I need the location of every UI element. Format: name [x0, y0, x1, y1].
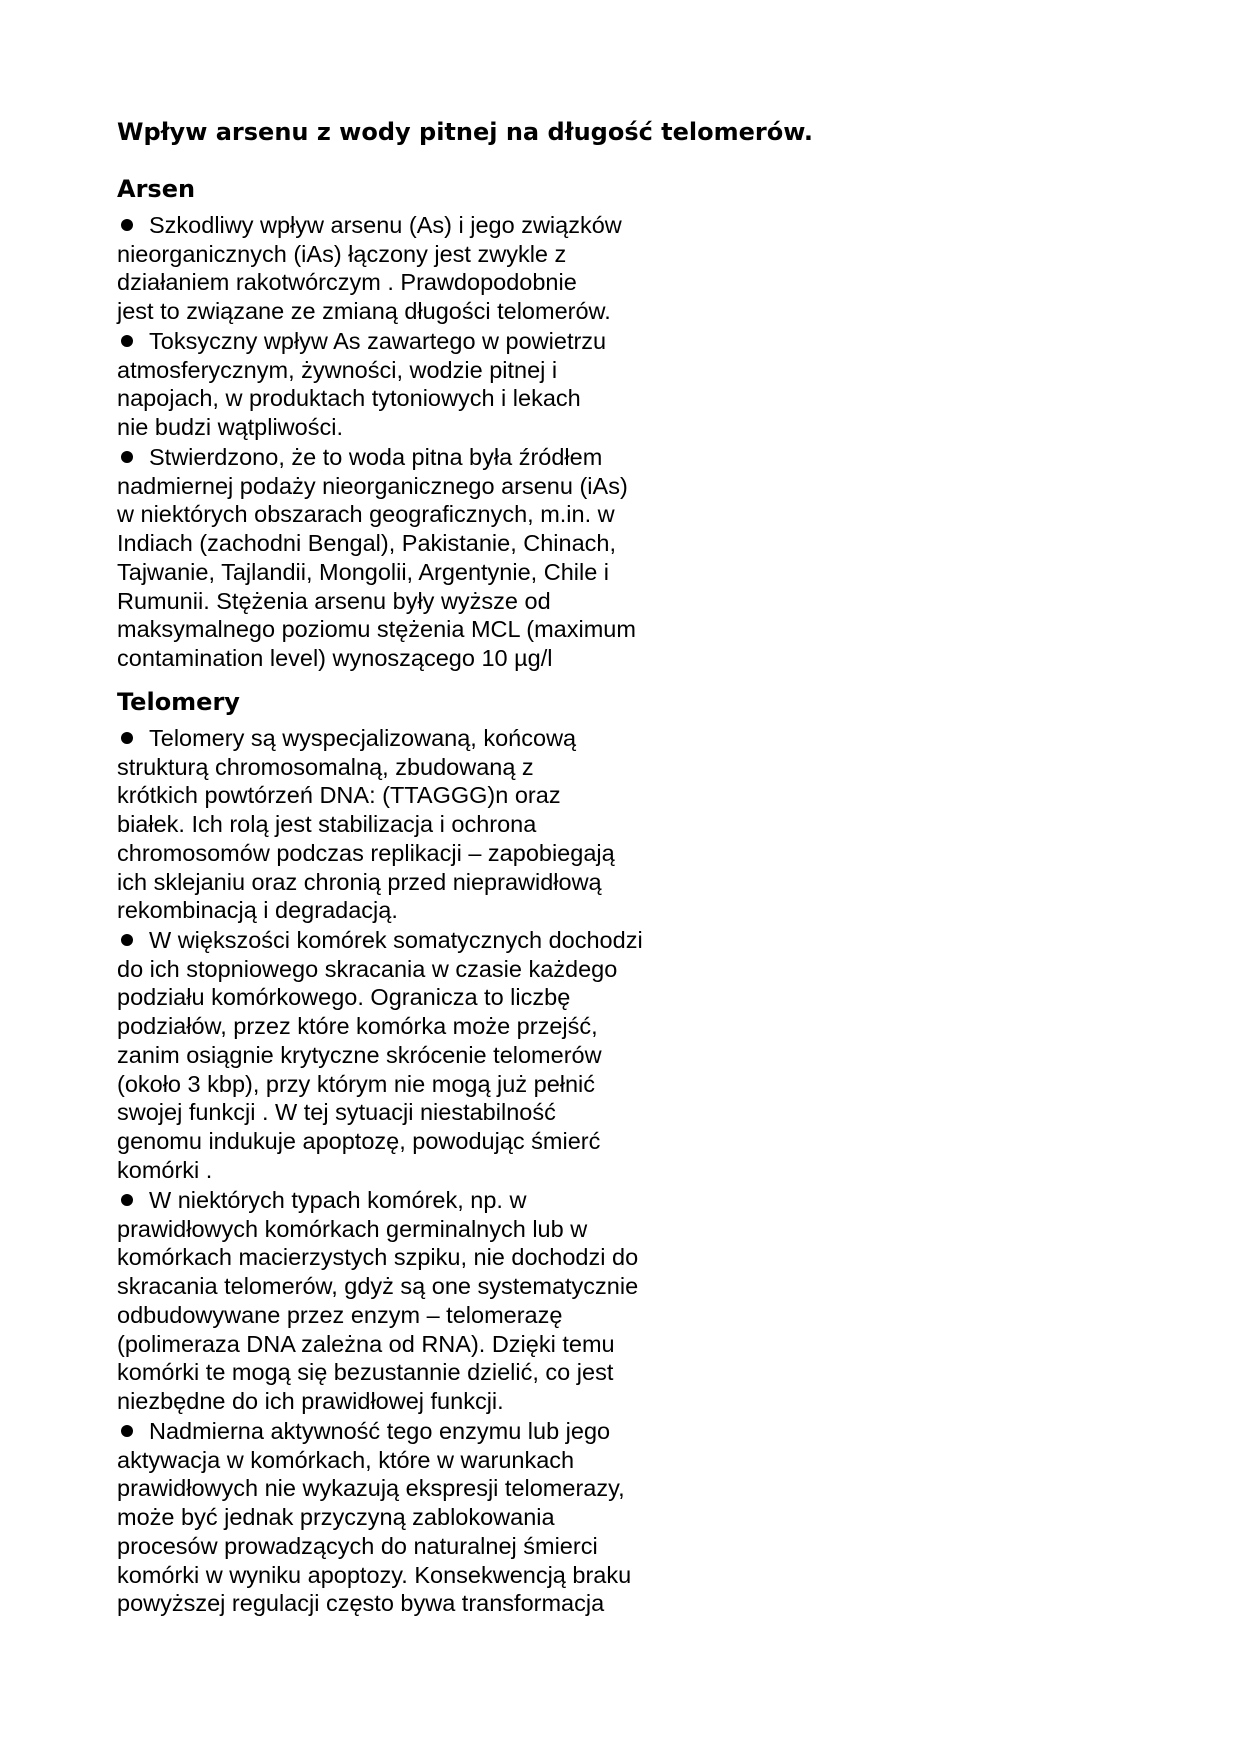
bullet-paragraph: Telomery są wyspecjalizowaną, końcową strukturą chromosomalną, zbudowaną z krótkich powtórzeń DNA: (TTAGGG)n oraz białek. Ich rolą jest stabilizacja i ochrona chromosomów podczas replikacji – zapobiegają ich sklejaniu oraz chronią przed nieprawidłową rekombinacją i degradacją. — [117, 725, 615, 924]
bullet-paragraph: Toksyczny wpływ As zawartego w powietrzu atmosferycznym, żywności, wodzie pitnej i napojach, w produktach tytoniowych i lekach nie budzi wątpliwości. — [117, 328, 607, 441]
bullet-icon — [121, 732, 133, 744]
bullet-paragraph: W większości komórek somatycznych dochodzi do ich stopniowego skracania w czasie każdego podziału komórkowego. Ogranicza to liczbę podziałów, przez które komórka może przejść, zanim osiągnie krytyczne skrócenie telomerów (około 3 kbp), przy którym nie mogą już pełnić swojej funkcji . W tej sytuacji niestabilność genomu indukuje apoptozę, powodując śmierć komórki . — [117, 927, 643, 1183]
bullet-icon — [121, 934, 133, 946]
bullet-icon — [121, 1425, 133, 1437]
bullet-paragraph: Nadmierna aktywność tego enzymu lub jego aktywacja w komórkach, które w warunkach prawidłowych nie wykazują ekspresji telomerazy, może być jednak przyczyną zablokowania procesów prowadzących do naturalnej śmierci komórki w wyniku apoptozy. Konsekwencją braku powyższej regulacji często bywa transformacja — [117, 1418, 632, 1617]
bullet-paragraph: Stwierdzono, że to woda pitna była źródłem nadmiernej podaży nieorganicznego arsenu (iAs) w niektórych obszarach geograficznych, m.in. w Indiach (zachodni Bengal), Pakistanie, Chinach, Tajwanie, Tajlandii, Mongolii, Argentynie, Chile i Rumunii. Stężenia arsenu były wyższe od maksymalnego poziomu stężenia MCL (maximum contamination level) wynoszącego 10 µg/l — [117, 444, 636, 671]
section-heading-arsen: Arsen — [117, 175, 196, 203]
bullet-icon — [121, 1194, 133, 1206]
bullet-paragraph: Szkodliwy wpływ arsenu (As) i jego związków nieorganicznych (iAs) łączony jest zwykle z działaniem rakotwórczym . Prawdopodobnie jest to związane ze zmianą długości telomerów. — [117, 212, 622, 325]
section-heading-telomery: Telomery — [117, 688, 240, 716]
bullet-icon — [121, 219, 133, 231]
bullet-paragraph: W niektórych typach komórek, np. w prawidłowych komórkach germinalnych lub w komórkach macierzystych szpiku, nie dochodzi do skracania telomerów, gdyż są one systematycznie odbudowywane przez enzym – telomerazę (polimeraza DNA zależna od RNA). Dzięki temu komórki te mogą się bezustannie dzielić, co jest niezbędne do ich prawidłowej funkcji. — [117, 1187, 639, 1414]
bullet-icon — [121, 335, 133, 347]
bullet-icon — [121, 451, 133, 463]
document-title: Wpływ arsenu z wody pitnej na długość telomerów. — [117, 118, 814, 146]
